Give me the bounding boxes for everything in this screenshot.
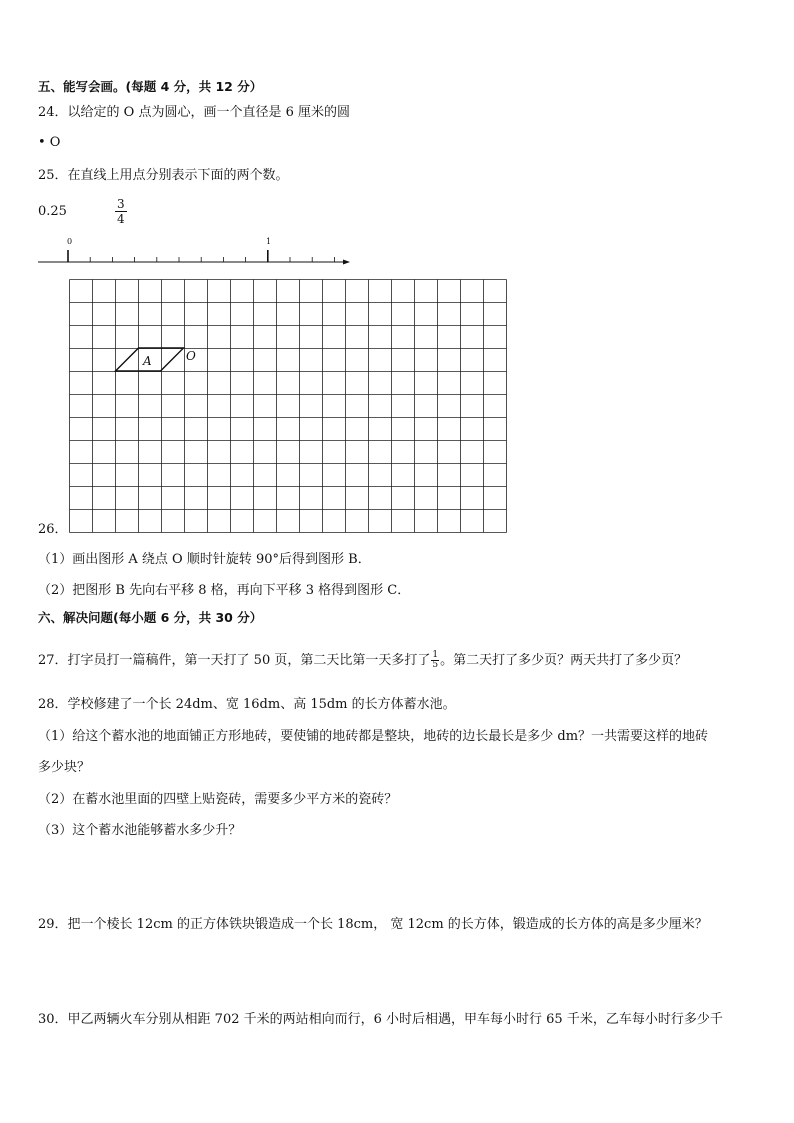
question-25-value-decimal: 0.25 bbox=[38, 204, 67, 219]
question-24-text: 24．以给定的 O 点为圆心，画一个直径是 6 厘米的圆 bbox=[38, 105, 351, 120]
question-28-part-3: （3）这个蓄水池能够蓄水多少升？ bbox=[38, 823, 242, 838]
number-line-tick-label-0: 0 bbox=[67, 237, 73, 246]
section-6-title: 六、解决问题(每小题 6 分，共 30 分） bbox=[38, 610, 263, 625]
question-28-part-1a: （1）给这个蓄水池的地面铺正方形地砖，要使铺的地砖都是整块，地砖的边长最长是多少 dm？一共需要这样的地砖 bbox=[38, 729, 709, 744]
grid-lines bbox=[70, 280, 507, 533]
question-28-part-1b: 多少块？ bbox=[38, 760, 91, 775]
question-29-text: 29．把一个棱长 12cm 的正方体铁块锻造成一个长 18cm， 宽 12cm 的长方体，锻造成的长方体的高是多少厘米？ bbox=[38, 917, 708, 932]
fraction-numerator: 3 bbox=[117, 197, 125, 211]
number-line-tick-label-1: 1 bbox=[266, 237, 272, 246]
question-27-fraction bbox=[431, 651, 439, 670]
fraction-numerator: 1 bbox=[432, 650, 439, 660]
number-line bbox=[0, 230, 380, 270]
question-26-grid bbox=[60, 270, 510, 540]
question-26-number: 26． bbox=[38, 522, 68, 537]
shape-a-label: A bbox=[143, 354, 152, 368]
fraction-denominator: 4 bbox=[117, 212, 125, 226]
question-27-text bbox=[38, 651, 687, 670]
question-24-point-o: • O bbox=[38, 135, 61, 150]
fraction-denominator: 5 bbox=[432, 660, 439, 670]
question-28-text: 28．学校修建了一个长 24dm、宽 16dm、高 15dm 的长方体蓄水池。 bbox=[38, 697, 456, 712]
question-26-part-1: （1）画出图形 A 绕点 O 顺时针旋转 90°后得到图形 B． bbox=[38, 552, 371, 567]
question-27-text-before: 27．打字员打一篇稿件，第一天打了 50 页，第二天比第一天多打了 bbox=[38, 653, 431, 668]
point-o-label: O bbox=[186, 349, 196, 363]
question-26-part-2: （2）把图形 B 先向右平移 8 格，再向下平移 3 格得到图形 C． bbox=[38, 583, 411, 598]
question-25-text: 25．在直线上用点分别表示下面的两个数。 bbox=[38, 168, 289, 183]
number-line-ticks bbox=[68, 250, 334, 262]
question-25-value-fraction bbox=[115, 197, 127, 226]
question-28-part-2: （2）在蓄水池里面的四壁上贴瓷砖，需要多少平方米的瓷砖？ bbox=[38, 792, 398, 807]
question-30-text: 30．甲乙两辆火车分别从相距 702 千米的两站相向而行，6 小时后相遇，甲车每小时行 65 千米，乙车每小时行多少千 bbox=[38, 1012, 723, 1027]
number-line-arrow bbox=[343, 260, 350, 265]
question-27-text-after: 。第二天打了多少页？两天共打了多少页？ bbox=[440, 653, 688, 668]
section-5-title: 五、能写会画。(每题 4 分，共 12 分） bbox=[38, 79, 263, 94]
